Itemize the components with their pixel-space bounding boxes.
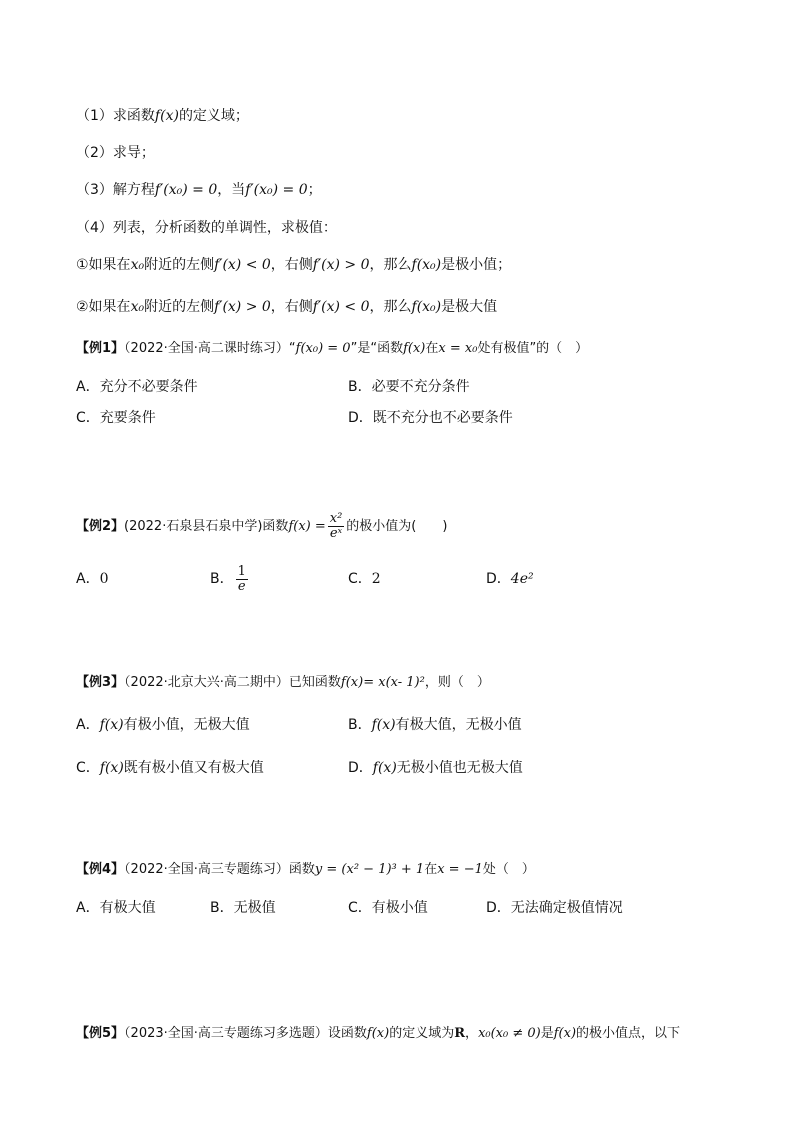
math-derivative-eq-2: f′(x₀) = 0	[245, 182, 308, 198]
option-text: 有极小值，无极大值	[123, 717, 250, 733]
option-label: C．	[348, 571, 372, 587]
question-text-5: 的极小值点，以下	[576, 1026, 681, 1041]
example-5-question	[76, 1024, 680, 1044]
case-1-mid2: ，右侧	[270, 257, 313, 273]
example-tag: 【例1】	[76, 341, 125, 356]
option-b-text: B．无极值	[210, 900, 276, 916]
case-2-mid1: 附近的左侧	[144, 299, 215, 315]
question-text-2: 在	[425, 341, 439, 356]
option-c	[348, 898, 428, 918]
math-fx0: f(x₀)	[411, 257, 442, 273]
fraction-numerator: x²	[329, 511, 343, 526]
case-1	[76, 255, 511, 275]
step-1	[76, 106, 249, 126]
math-function: y = (x² − 1)³ + 1	[314, 862, 425, 877]
math-x0-cond: x₀(x₀ ≠ 0)	[478, 1026, 541, 1041]
option-value: 4e²	[510, 571, 534, 587]
example-source: （2022·北京大兴·高二期中）	[124, 675, 289, 690]
step-4	[76, 218, 337, 238]
example-source: （2023·全国·高三专题练习多选题）	[124, 1026, 328, 1041]
example-source: （2022·全国·高三专题练习）	[124, 862, 289, 877]
question-text-3: ，	[465, 1026, 479, 1041]
fraction	[236, 565, 248, 594]
step-2	[76, 143, 155, 163]
example-3-question	[76, 673, 490, 693]
math-fx: f(x)	[366, 1026, 390, 1041]
quote-open: “	[288, 341, 296, 356]
example-tag: 【例4】	[76, 862, 125, 877]
case-2-mid2: ，右侧	[270, 299, 313, 315]
math-x0: x₀	[130, 299, 145, 315]
case-1-mid1: 附近的左侧	[144, 257, 215, 273]
case-2-prefix: ②如果在	[76, 299, 131, 315]
option-d-text: D．无法确定极值情况	[486, 900, 623, 916]
math-fx: f(x)	[372, 760, 397, 776]
question-text-1: 已知函数	[288, 675, 341, 690]
step-3-mid: ，当	[217, 182, 246, 198]
math-right-cond: f′(x) < 0	[312, 299, 370, 315]
option-b	[348, 715, 522, 735]
fraction-denominator: e	[237, 578, 246, 594]
option-d	[348, 408, 513, 428]
math-fx0: f(x₀)	[411, 299, 442, 315]
option-c-text: C．充要条件	[76, 410, 156, 426]
step-1-suffix: 的定义域；	[178, 108, 249, 124]
case-1-suffix: 是极小值；	[441, 257, 512, 273]
option-d	[486, 898, 623, 918]
option-a	[76, 569, 109, 589]
step-4-text: （4）列表，分析函数的单调性，求极值：	[76, 220, 337, 236]
question-text-1: 函数	[288, 862, 315, 877]
step-3-suffix: ；	[307, 182, 322, 198]
question-text-1: 函数	[262, 519, 289, 534]
option-a	[76, 377, 198, 397]
option-b	[348, 377, 470, 397]
option-b-text: B．必要不充分条件	[348, 379, 470, 395]
option-text: 既有极小值又有极大值	[123, 760, 264, 776]
case-2-mid3: ，那么	[369, 299, 412, 315]
math-condition: f(x₀) = 0	[295, 341, 351, 356]
example-source: (2022·石泉县石泉中学)	[124, 519, 263, 534]
math-fx: f(x)	[403, 341, 426, 356]
option-d	[348, 758, 523, 778]
math-R: R	[454, 1026, 466, 1041]
step-3	[76, 180, 322, 200]
example-4-question	[76, 860, 535, 880]
math-left-cond: f′(x) < 0	[214, 257, 271, 273]
option-label: D．	[348, 760, 373, 776]
case-1-mid3: ，那么	[369, 257, 412, 273]
math-fx: f(x)	[371, 717, 396, 733]
math-at-point: x = −1	[437, 862, 483, 877]
option-text: 有极大值，无极小值	[395, 717, 522, 733]
option-label: A．	[76, 571, 100, 587]
step-2-text: （2）求导；	[76, 145, 155, 161]
math-fx: f(x)	[99, 717, 124, 733]
step-3-prefix: （3）解方程	[76, 182, 155, 198]
case-2	[76, 297, 497, 317]
option-d-text: D．既不充分也不必要条件	[348, 410, 513, 426]
option-label: A．	[76, 717, 100, 733]
example-tag: 【例5】	[76, 1026, 125, 1041]
option-b	[210, 562, 250, 596]
option-a-text: A．有极大值	[76, 900, 156, 916]
step-1-prefix: （1）求函数	[76, 108, 155, 124]
question-text-3: 处（ ）	[482, 862, 535, 877]
math-fx: f(x)	[553, 1026, 577, 1041]
math-fx: f(x) =	[288, 519, 326, 534]
option-c	[76, 408, 156, 428]
option-label: C．	[76, 760, 100, 776]
example-tag: 【例2】	[76, 519, 125, 534]
case-2-suffix: 是极大值	[441, 299, 498, 315]
option-label: B．	[210, 571, 234, 587]
question-text-3: 处有极值”的（ ）	[477, 341, 589, 356]
math-left-cond: f′(x) > 0	[214, 299, 271, 315]
fraction-denominator: eˣ	[329, 526, 343, 541]
math-right-cond: f′(x) > 0	[312, 257, 370, 273]
math-fx: f(x)	[154, 108, 179, 124]
option-c	[76, 758, 264, 778]
math-derivative-eq: f′(x₀) = 0	[154, 182, 218, 198]
option-c	[348, 569, 381, 589]
math-fx: f(x)	[99, 760, 124, 776]
option-b	[210, 898, 276, 918]
question-text-2: 的定义域为	[389, 1026, 455, 1041]
question-text-1: 设函数	[327, 1026, 367, 1041]
math-function: f(x)= x(x- 1)²	[340, 675, 425, 690]
option-label: D．	[486, 571, 511, 587]
fraction-numerator: 1	[237, 563, 246, 579]
fraction	[328, 512, 345, 541]
math-x0: x₀	[130, 257, 145, 273]
case-1-prefix: ①如果在	[76, 257, 131, 273]
math-at-point: x = x₀	[438, 341, 478, 356]
option-a	[76, 898, 156, 918]
option-c-text: C．有极小值	[348, 900, 428, 916]
example-1-question	[76, 339, 588, 359]
option-a	[76, 715, 250, 735]
question-text-1: ”是“函数	[350, 341, 404, 356]
option-d	[486, 569, 534, 589]
option-text: 无极小值也无极大值	[396, 760, 523, 776]
option-value: 0	[99, 571, 109, 587]
example-2-question	[76, 510, 447, 544]
example-source: （2022·全国·高二课时练习）	[124, 341, 289, 356]
example-tag: 【例3】	[76, 675, 125, 690]
option-value: 2	[371, 571, 381, 587]
option-a-text: A．充分不必要条件	[76, 379, 198, 395]
question-text-2: 在	[424, 862, 438, 877]
question-text-2: ，则（ ）	[424, 675, 490, 690]
question-text-4: 是	[540, 1026, 554, 1041]
option-label: B．	[348, 717, 372, 733]
question-text-2: 的极小值为( )	[346, 519, 448, 534]
